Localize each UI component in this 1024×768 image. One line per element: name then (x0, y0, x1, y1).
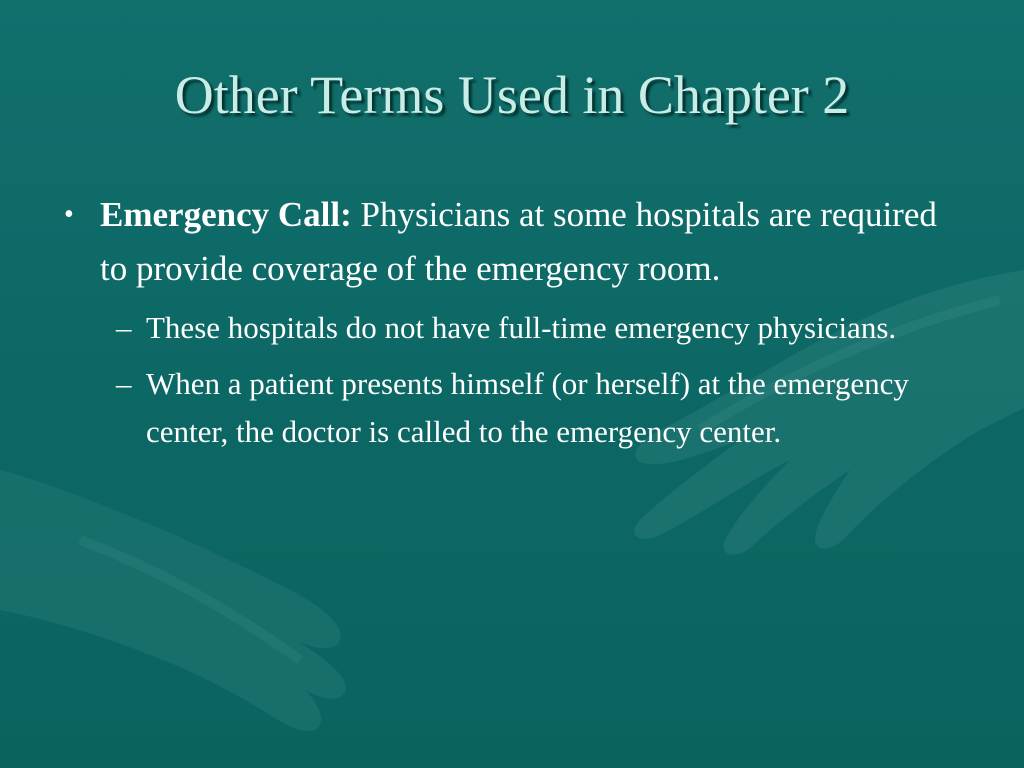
sub-bullet-item (116, 360, 948, 456)
sub-bullet-item (116, 304, 948, 352)
bullet-item-emergency-call (58, 188, 948, 296)
bullet-text: Physicians at some hospitals are required to provide coverage of the emergency room. (100, 195, 937, 288)
sub-bullet-text: These hospitals do not have full-time emergency physicians. (146, 310, 897, 345)
sub-bullet-text: When a patient presents himself (or herself) at the emergency center, the doctor is called to the emergency center. (146, 366, 909, 449)
sub-bullet-marker: – (116, 310, 132, 345)
slide-body (58, 188, 948, 464)
sub-bullet-marker: – (116, 366, 132, 401)
sub-bullet-list (58, 304, 948, 456)
bullet-term: Emergency Call: (100, 195, 352, 234)
bullet-marker: • (64, 199, 74, 230)
slide-title: Other Terms Used in Chapter 2 (174, 65, 850, 125)
